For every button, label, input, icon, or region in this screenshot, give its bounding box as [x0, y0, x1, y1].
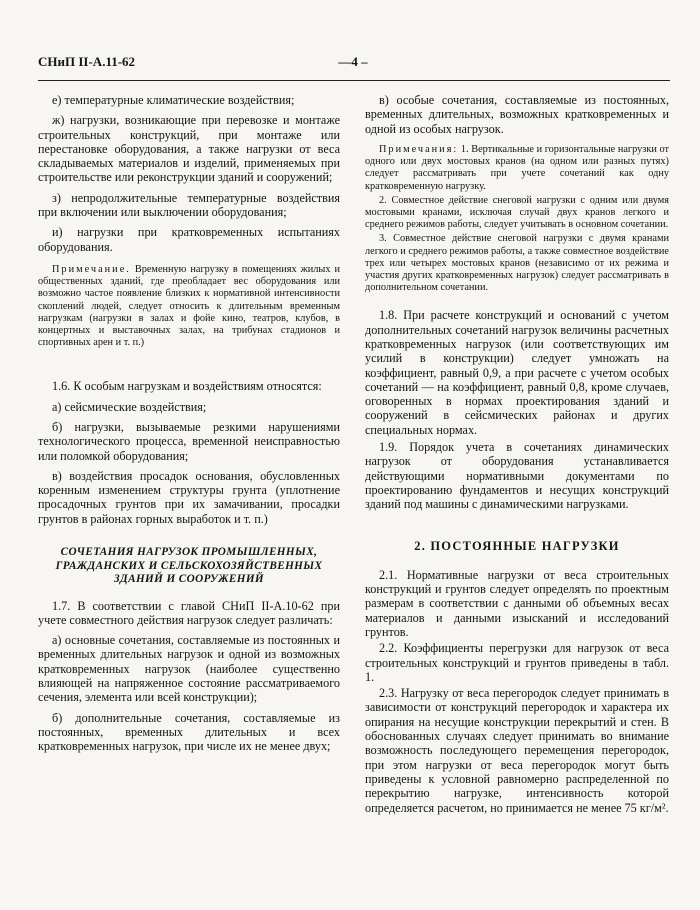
- paragraph-1-7: 1.7. В соответствии с главой СНиП II-А.10-62 при учете совместного действия нагрузок следует различать:: [38, 598, 340, 627]
- paragraph-2-1: 2.1. Нормативные нагрузки от веса строительных конструкций и грунтов следует определять по проектным размерам в соответствии с данными об объемных весах материалов и данными изысканий и исследований грунтов.: [365, 567, 669, 639]
- notes-1: [365, 144, 669, 193]
- page-number: —4 –: [338, 54, 368, 69]
- note-block: [38, 264, 340, 349]
- paragraph-1-7-v: в) особые сочетания, составляемые из постоянных, временных длительных, возможных кратковременных и одной из особых нагрузок.: [365, 93, 669, 136]
- right-column: [365, 93, 669, 815]
- paragraph-e: е) температурные климатические воздействия;: [52, 93, 295, 107]
- paragraph-1-7-a: а) основные сочетания, составляемые из постоянных и временных длительных нагрузок и одной из возможных кратковременных нагрузок (наиболее существенно влияющей на напряженное состояние рассматриваемого сечения, элемента или всей конструкции);: [38, 633, 340, 705]
- notes-label: Примечания:: [379, 143, 459, 155]
- paragraph-1-6-a: а) сейсмические воздействия;: [52, 399, 207, 414]
- paragraph-2-2: 2.2. Коэффициенты перегрузки для нагрузок от веса строительных конструкций и грунтов приведены в табл. 1.: [365, 641, 669, 684]
- header-rule: [38, 80, 670, 81]
- note-1-text: 1. Вертикальные и горизонтальные нагрузки от одного или двух мостовых кранов (на одном или разных путях) следует рассматривать при учете сочетаний как одну кратковременную нагрузку.: [365, 143, 669, 192]
- paragraph-1-8: 1.8. При расчете конструкций и оснований с учетом дополнительных сочетаний нагрузок величины расчетных кратковременных нагрузок (или соответствующих им усилий в конструкции) следует умножать на коэффициент, равный 0,9, а при расчете с учетом особых сочетаний — на коэффициент, равный 0,8, кроме случаев, оговоренных в нормах проектирования зданий и сооружений в сейсмических районах и других специальных нормах.: [365, 308, 669, 437]
- paragraph-1-9: 1.9. Порядок учета в сочетаниях динамических нагрузок от оборудования устанавливается действующими нормативными документами по проектированию фундаментов и несущих конструкций зданий под машины с динамическими нагрузками.: [365, 440, 669, 512]
- note-text: Временную нагрузку в помещениях жилых и общественных зданий, где преобладает вес оборудования или возможно частое появление близких к нормативной интенсивности скоплений людей, следует относить к длительным временным нагрузкам (нагрузки в залах и фойе кино, театров, клубов, в концертных и выставочных залах, на трибунах стадионов и спортивных арен и т. п.): [38, 263, 341, 349]
- note-3: 3. Совместное действие снеговой нагрузки с двумя кранами легкого и среднего режимов работы, а также совместное воздействие трех или четырех мостовых кранов (независимо от их режима и участия других кратковременных нагрузок) следует рассматривать в дополнительном сочетании.: [365, 233, 669, 294]
- paragraph-zh: ж) нагрузки, возникающие при перевозке и монтаже строительных конструкций, при монтаже или перестановке оборудования, а также нагрузки от веса складываемых материалов и изделий, применяемых при строительстве или реконструкции зданий и сооружений;: [38, 113, 340, 185]
- paragraph-1-7-b: б) дополнительные сочетания, составляемые из постоянных, временных длительных и всех кратковременных нагрузок, при числе их не менее двух;: [38, 710, 340, 754]
- paragraph-1-6-v: в) воздействия просадок основания, обусловленных коренным изменением структуры грунта (уплотнение просадочных грунтов при их замачивании, просадки грунтов в районах горных выработок и т. п.): [38, 468, 340, 526]
- document-code: СНиП II-А.11-62: [38, 54, 136, 69]
- note-2: 2. Совместное действие снеговой нагрузки с одним или двумя мостовыми кранами, исключая случай двух кранов легкого и среднего режимов работы, следует учитывать в основном сочетании.: [365, 194, 669, 231]
- page-header: [38, 54, 668, 74]
- chapter-heading: 2. ПОСТОЯННЫЕ НАГРУЗКИ: [414, 539, 620, 554]
- paragraph-z: з) непродолжительные температурные воздействия при включении или выключении оборудования;: [38, 190, 340, 220]
- paragraph-2-3: 2.3. Нагрузку от веса перегородок следует принимать в зависимости от конструкций перегородок и характера их опирания на несущие конструкции перекрытий и стен. В обоснованных случаях следует принимать во внимание возможность последующего перемещения перегородок, при этом нагрузки от веса перегородок могут быть приведены к условной равномерно распределенной по перекрытию нагрузке, интенсивность которой определяется расчетом, но принимается не менее 75 кг/м².: [365, 686, 669, 815]
- paragraph-1-6-b: б) нагрузки, вызываемые резкими нарушениями технологического процесса, временной неисправностью или поломкой оборудования;: [38, 419, 340, 463]
- section-heading: СОЧЕТАНИЯ НАГРУЗОК ПРОМЫШЛЕННЫХ, ГРАЖДАНСКИХ И СЕЛЬСКОХОЗЯЙСТВЕННЫХ ЗДАНИЙ И СООРУЖЕНИЙ: [55, 546, 323, 586]
- left-column: [38, 93, 340, 754]
- paragraph-1-6: 1.6. К особым нагрузкам и воздействиям относятся:: [52, 379, 322, 394]
- note-label: Примечание.: [52, 263, 131, 275]
- paragraph-i: и) нагрузки при кратковременных испытаниях оборудования.: [38, 225, 340, 254]
